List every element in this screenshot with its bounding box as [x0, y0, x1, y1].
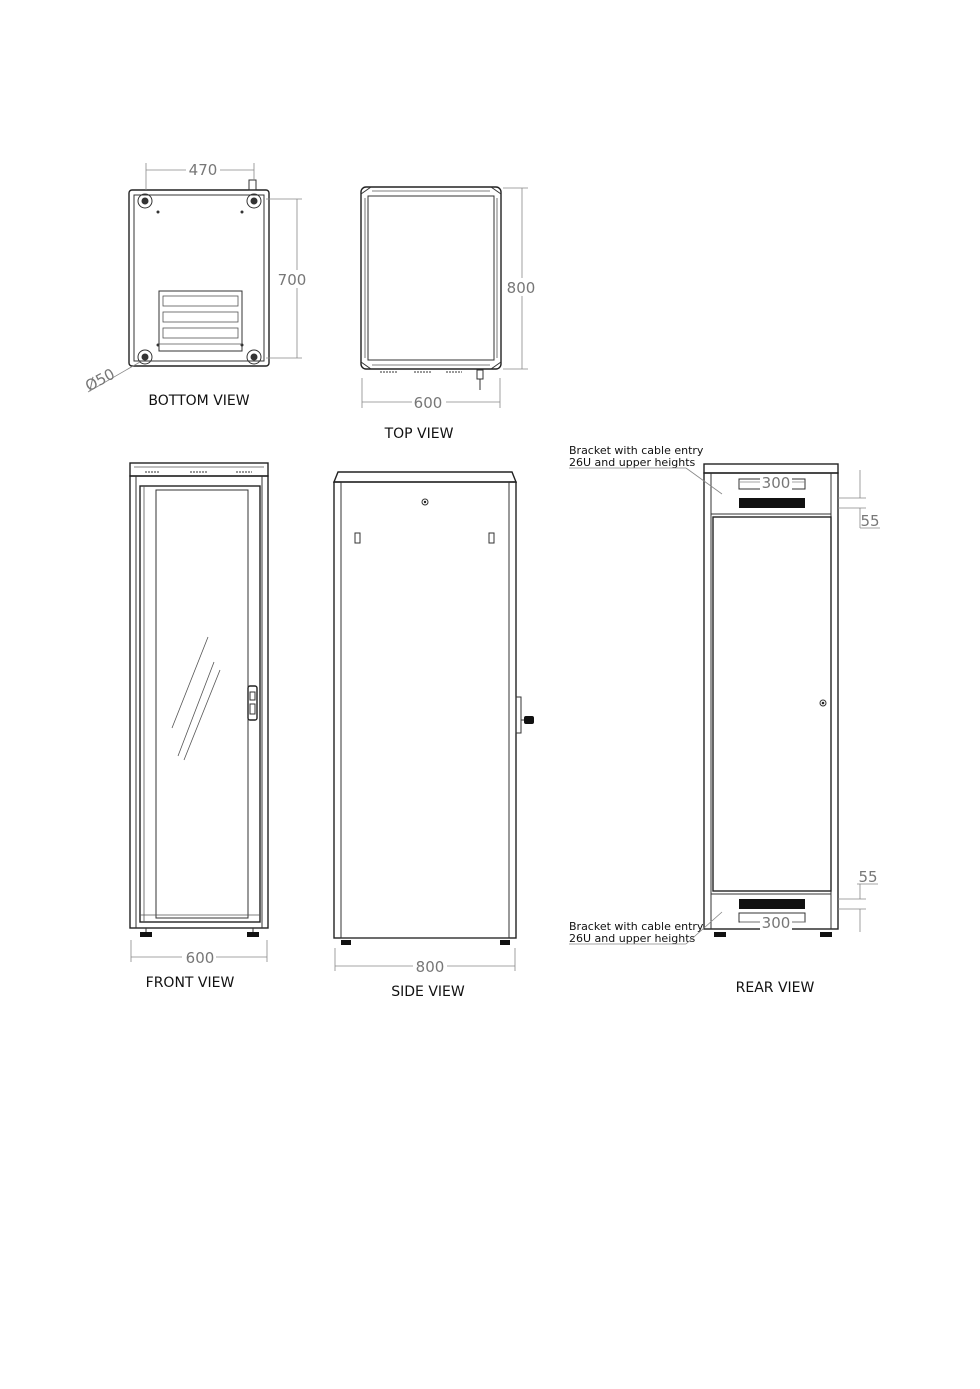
front-view [130, 463, 268, 991]
rear-view [569, 444, 880, 996]
bottom-view-label: BOTTOM VIEW [148, 393, 250, 409]
rear-top-width-dimension: 300 [761, 474, 791, 492]
bottom-width-dimension: 470 [188, 161, 218, 179]
glass-reflection [172, 637, 220, 760]
handle-icon [516, 697, 534, 733]
rear-bottom-bracket-note-line1: Bracket with cable entry [569, 920, 704, 933]
rear-view-label: REAR VIEW [735, 980, 815, 996]
bottom-view [82, 161, 309, 409]
top-depth-dimension: 800 [506, 279, 536, 297]
rear-bottom-bracket-note-line2: 26U and upper heights [569, 932, 696, 945]
front-view-label: FRONT VIEW [145, 975, 235, 991]
latch-icon [355, 533, 494, 543]
caster-icon [138, 194, 261, 364]
front-width-dimension: 600 [185, 949, 215, 967]
top-view-label: TOP VIEW [384, 426, 454, 442]
door-handle-icon [248, 686, 257, 720]
side-view-label: SIDE VIEW [391, 984, 465, 1000]
rear-top-bracket-note-line2: 26U and upper heights [569, 456, 696, 469]
caster-diameter-dimension: Ø50 [82, 364, 118, 396]
cable-entry-plate [159, 291, 242, 351]
bottom-depth-dimension: 700 [277, 271, 307, 289]
rear-top-bracket-note-line1: Bracket with cable entry [569, 444, 704, 457]
top-width-dimension: 600 [413, 394, 443, 412]
rear-bottom-width-dimension: 300 [761, 914, 791, 932]
side-view [334, 472, 534, 1000]
side-depth-dimension: 800 [415, 958, 445, 976]
rear-top-height-dimension: 55 [860, 512, 880, 530]
top-view [361, 187, 539, 442]
rear-bottom-height-dimension: 55 [858, 868, 878, 886]
